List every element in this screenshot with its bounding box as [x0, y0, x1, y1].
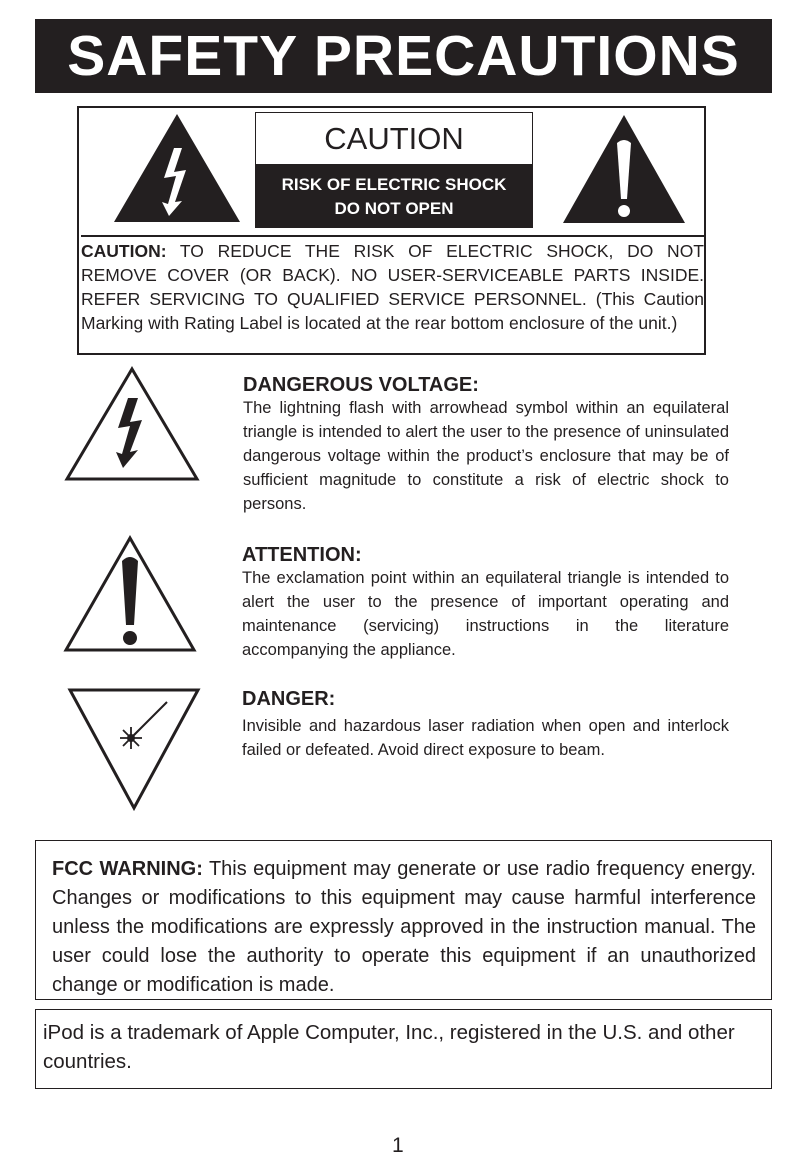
- caution-heading: CAUTION: [324, 120, 464, 156]
- caution-lead: CAUTION:: [81, 241, 167, 261]
- caution-paragraph: [81, 235, 704, 335]
- trademark-box: [35, 1009, 772, 1089]
- caution-label: [255, 112, 533, 228]
- attention-icon: [63, 535, 197, 658]
- danger-text: Invisible and hazardous laser radiation when open and interlock failed or defeated. Avoid direct exposure to beam.: [242, 717, 729, 759]
- risk-line-1: RISK OF ELECTRIC SHOCK: [281, 175, 507, 194]
- attention-text: The exclamation point within an equilateral triangle is intended to alert the user to the presence of important operating and maintenance (servicing) instructions in the literature accompanying the appliance.: [242, 569, 729, 659]
- page-number: 1: [392, 1134, 404, 1157]
- risk-line-2: DO NOT OPEN: [334, 199, 454, 218]
- exclamation-warning-icon: [561, 113, 687, 225]
- attention-heading: ATTENTION:: [242, 544, 362, 566]
- danger-heading: DANGER:: [242, 688, 336, 710]
- lightning-warning-icon: [112, 112, 242, 224]
- trademark-text: iPod is a trademark of Apple Computer, Inc., registered in the U.S. and other countries.: [43, 1021, 735, 1073]
- dangerous-voltage-text: The lightning flash with arrowhead symbol within an equilateral triangle is intended to alert the user to the presence of uninsulated dangerous voltage within the product’s enclosure that may be of sufficient magnitude to constitute a risk of electric shock to persons.: [243, 399, 729, 513]
- fcc-warning-box: [35, 840, 772, 1000]
- caution-label-box: [77, 106, 706, 355]
- dangerous-voltage-icon: [64, 366, 200, 487]
- risk-warning: [256, 164, 532, 227]
- title-banner: [35, 19, 772, 93]
- caution-body: TO REDUCE THE RISK OF ELECTRIC SHOCK, DO NOT REMOVE COVER (OR BACK). NO USER-SERVICEABLE PARTS INSIDE. REFER SERVICING TO QUALIFIED SERVICE PERSONNEL. (This Caution Marking with Rating Label is located at the rear bottom enclosure of the unit.): [81, 241, 704, 333]
- dangerous-voltage-heading: DANGEROUS VOLTAGE:: [243, 374, 479, 396]
- fcc-lead: FCC WARNING:: [52, 858, 203, 880]
- laser-danger-icon: [67, 686, 201, 817]
- page-title: SAFETY PRECAUTIONS: [67, 24, 740, 88]
- fcc-body: This equipment may generate or use radio frequency energy. Changes or modifications to this equipment may cause harmful interference unless the modifications are expressly approved in the instruction manual. The user could lose the authority to operate this equipment if an unauthorized change or modification is made.: [52, 858, 756, 996]
